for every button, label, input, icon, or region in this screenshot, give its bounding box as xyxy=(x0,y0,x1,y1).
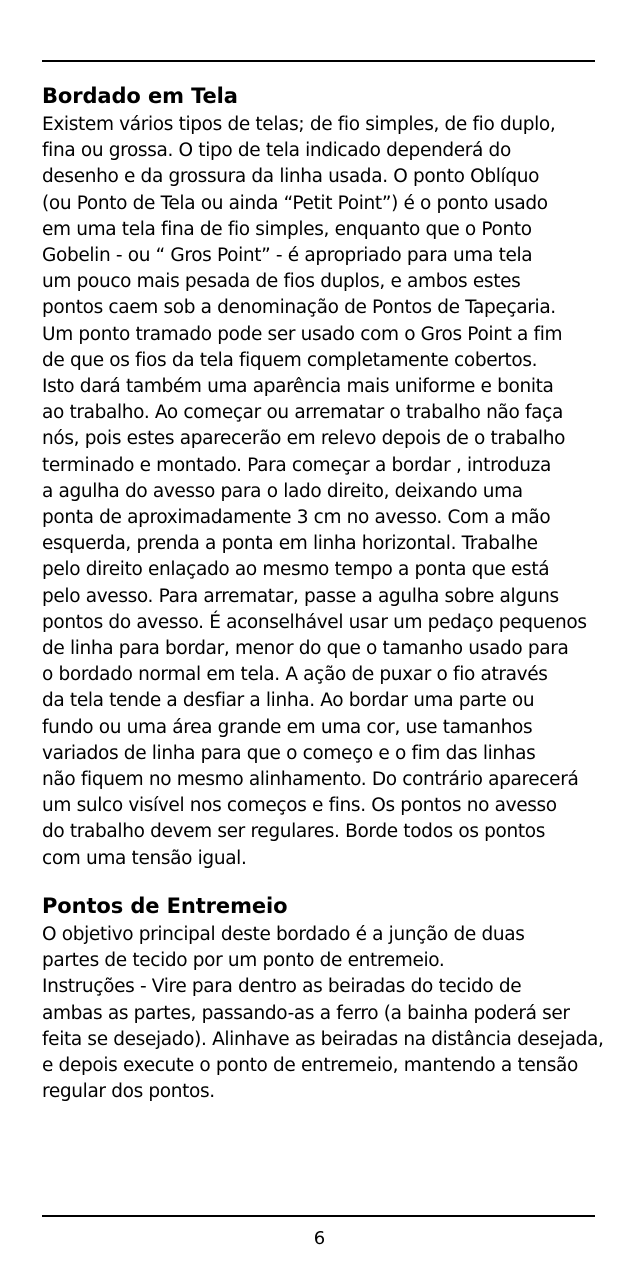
section-body: O objetivo principal deste bordado é a junção de duas partes de tecido por um ponto de entremeio. Instruções - Vire para dentro as beiradas do tecido de ambas as partes, passando-as a ferro (a bainha poderá ser feita se desejado). Alinhave as beiradas na distância desejada, e depois execute o ponto de entremeio, mantendo a tensão regular dos pontos. xyxy=(42,923,604,1103)
section-body: Existem vários tipos de telas; de fio simples, de fio duplo, fina ou grossa. O tipo de tela indicado dependerá do desenho e da grossura da linha usada. O ponto Oblíquo (ou Ponto de Tela ou ainda “Petit Point”) é o ponto usado em uma tela fina de fio simples, enquanto que o Ponto Gobelin - ou “ Gros Point” - é apropriado para uma tela um pouco mais pesada de fios duplos, e ambos estes pontos caem sob a denominação de Pontos de Tapeçaria. Um ponto tramado pode ser usado com o Gros Point a fim de que os fios da tela fiquem completamente cobertos. Isto dará também uma aparência mais uniforme e bonita ao trabalho. Ao começar ou arrematar o trabalho não faça nós, pois estes aparecerão em relevo depois de o trabalho terminado e montado. Para começar a bordar , introduza a agulha do avesso para o lado direito, deixando uma ponta de aproximadamente 3 cm no avesso. Com a mão esquerda, prenda a ponta em linha horizontal. Trabalhe pelo direito enlaçado ao mesmo tempo a ponta que está pelo avesso. Para arrematar, passe a agulha sobre alguns pontos do avesso. É aconselhável usar um pedaço pequenos de linha para bordar, menor do que o tamanho usado para o bordado normal em tela. A ação de puxar o fio através da tela tende a desfiar a linha. Ao bordar uma parte ou fundo ou uma área grande em uma cor, use tamanhos variados de linha para que o começo e o fim das linhas não fiquem no mesmo alinhamento. Do contrário aparecerá um sulco visível nos começos e fins. Os pontos no avesso do trabalho devem ser regulares. Borde todos os pontos com uma tensão igual. xyxy=(42,114,587,869)
section-bordado-em-tela xyxy=(42,80,612,872)
section-title: Bordado em Tela xyxy=(42,84,238,108)
section-pontos-de-entremeio xyxy=(42,890,612,1105)
bottom-rule xyxy=(42,1215,595,1217)
page-number: 6 xyxy=(313,1228,326,1249)
top-rule xyxy=(42,60,595,62)
page-content xyxy=(42,80,612,1105)
section-title: Pontos de Entremeio xyxy=(42,893,288,918)
